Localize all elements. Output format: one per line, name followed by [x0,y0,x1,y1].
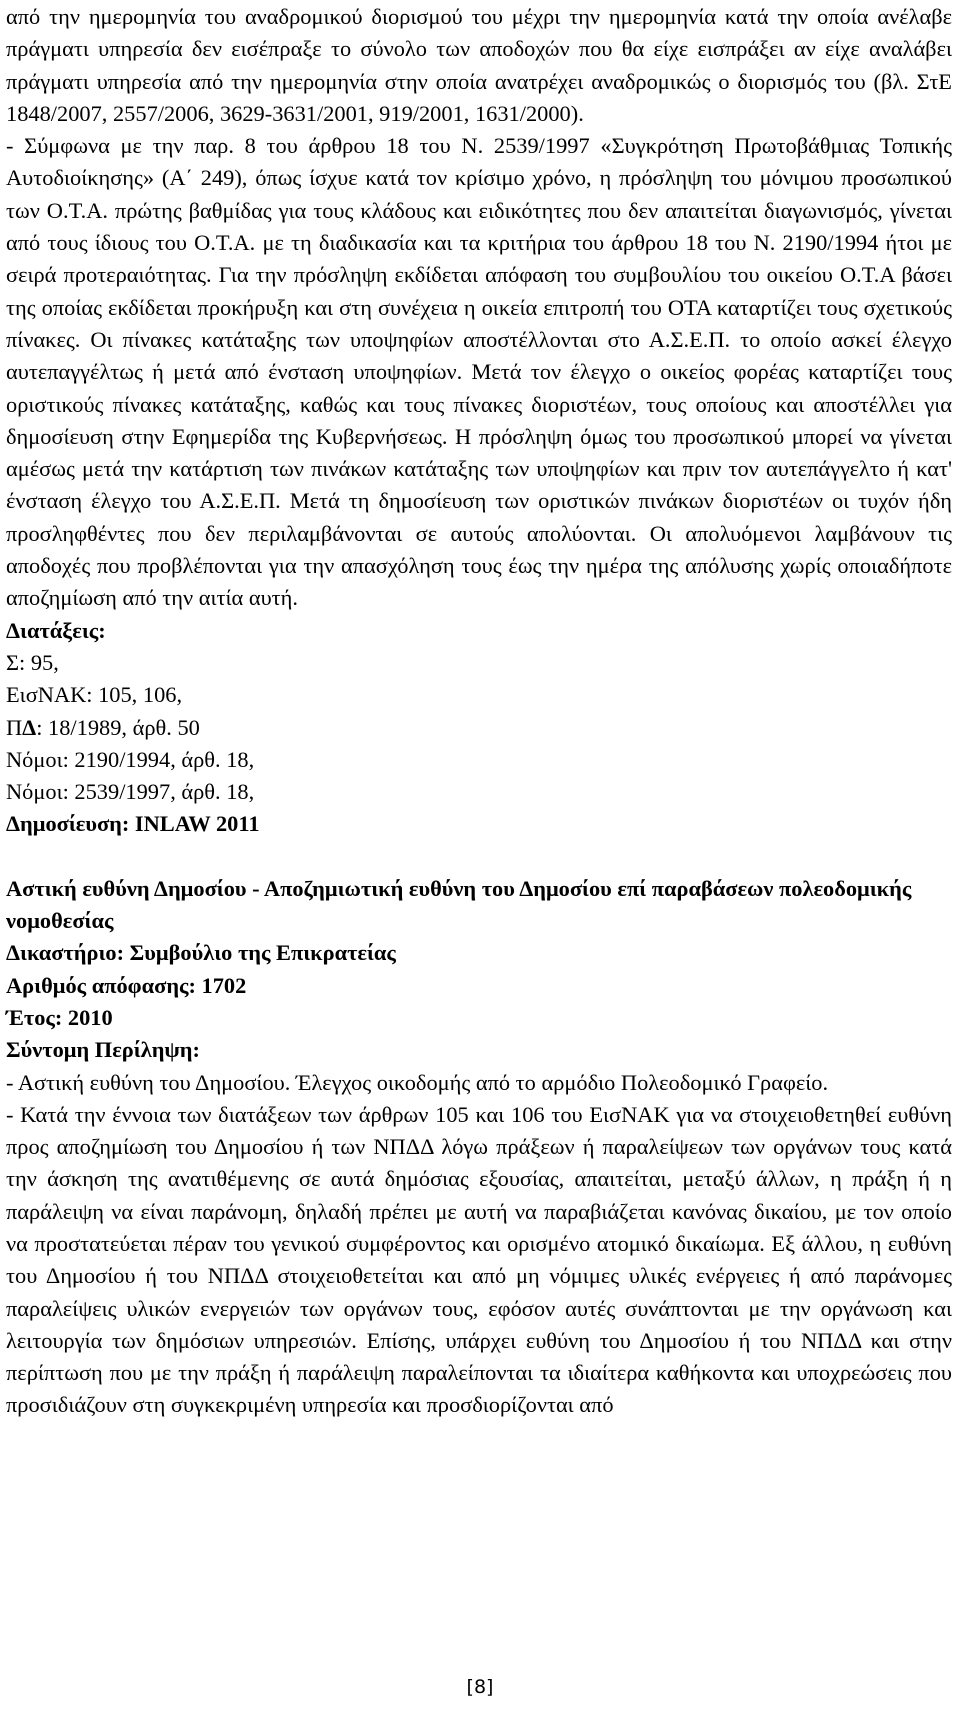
provision-item: Νόμοι: 2539/1997, άρθ. 18, [6,779,255,805]
paragraph-hiring-procedure: - Σύμφωνα με την παρ. 8 του άρθρου 18 του Ν. 2539/1997 «Συγκρότηση Πρωτοβάθμιας Τοπικής Αυτοδιοίκησης» (Α΄ 249), όπως ίσχυε κατά τον κρίσιμο χρόνο, η πρόσληψη του μόνιμου προσωπικού των Ο.Τ.Α. πρώτης βαθμίδας για τους κλάδους και ειδικότητες που δεν απαιτείται διαγωνισμός, γίνεται από τους ίδιους του Ο.Τ.Α. με τη διαδικασία και τα κριτήρια του άρθρου 18 του Ν. 2190/1994 ήτοι με σειρά προτεραιότητας. Για την πρόσληψη εκδίδεται απόφαση του συμβουλίου του οικείου Ο.Τ.Α βάσει της οποίας εκδίδεται προκήρυξη και στη συνέχεια η οικεία επιτροπή του ΟΤΑ καταρτίζει τους σχετικούς πίνακες. Οι πίνακες κατάταξης των υποψηφίων αποστέλλονται στο Α.Σ.Ε.Π. το οποίο ασκεί έλεγχο αυτεπαγγέλτως ή μετά από ένσταση υποψηφίων. Μετά τον έλεγχο ο οικείος φορέας καταρτίζει τους οριστικούς πίνακες κατάταξης, καθώς και τους πίνακες διοριστέων, τους οποίους και αποστέλλει για δημοσίευση στην Εφημερίδα της Κυβερνήσεως. Η πρόσληψη όμως του προσωπικού μπορεί να γίνεται αμέσως μετά την κατάρτιση των πινάκων κατάταξης των υποψηφίων και πριν τον αυτεπάγγελτο ή κατ' ένσταση έλεγχο του Α.Σ.Ε.Π. Μετά τη δημοσίευση των οριστικών πινάκων διοριστέων οι τυχόν ήδη προσληφθέντες που δεν περιλαμβάνονται σε αυτούς απολύονται. Οι απολυόμενοι λαμβάνουν τις αποδοχές που προβλέπονται για την απασχόληση τους έως την ημέρα της απόλυσης χωρίς οποιαδήποτε αποζημίωση από την αιτία αυτή. [6,133,952,611]
paragraph-retroactive-appointment: από την ημερομηνία του αναδρομικού διορισμού του μέχρι την ημερομηνία κατά την οποία ανέλαβε πράγματι υπηρεσία δεν εισέπραξε το σύνολο των αποδοχών που θα είχε εισπράξει αν είχε αναλάβει πράγματι υπηρεσία από την ημερομηνία στην οποία ανατρέχει αναδρομικώς ο διορισμός του (βλ. ΣτΕ 1848/2007, 2557/2006, 3629-3631/2001, 919/2001, 1631/2000). [6,4,952,126]
publication-label: Δημοσίευση: INLAW 2011 [6,811,260,837]
summary-paragraph-2: - Κατά την έννοια των διατάξεων των άρθρων 105 και 106 του ΕισΝΑΚ για να στοιχειοθετηθεί ευθύνη προς αποζημίωση του Δημοσίου ή των ΝΠΔΔ λόγω πράξεων ή παραλείψεων των οργάνων τους κατά την άσκηση της ανατιθέμενης σε αυτά δημόσιας εξουσίας, απαιτείται, μεταξύ άλλων, η πράξη ή η παράλειψη να είναι παράνομη, δηλαδή πρέπει με αυτή να παραβιάζεται κανόνας δικαίου, με τον οποίο να προστατεύεται πέραν του γενικού συμφέροντος και ορισμένο ατομικό δικαίωμα. Εξ άλλου, η ευθύνη του Δημοσίου ή του ΝΠΔΔ στοιχειοθετείται και από μη νόμιμες υλικές ενέργειες ή από παράνομες παραλείψεις υλικών ενεργειών των οργάνων τους, εφόσον αυτές συνάπτονται με την οργάνωση και λειτουργία των δημόσιων υπηρεσιών. Επίσης, υπάρχει ευθύνη του Δημοσίου ή του ΝΠΔΔ και στην περίπτωση που με την πράξη ή παράλειψη παραλείπονται τα ιδιαίτερα καθήκοντα και υποχρεώσεις που προσιδιάζουν στη συγκεκριμένη υπηρεσία και προσδιορίζονται από [6,1101,952,1418]
provision-pd-prefix: Π [6,714,23,740]
provision-pd-bold: Δ [22,714,37,740]
provision-item: Νόμοι: 2190/1994, άρθ. 18, [6,746,255,772]
year-label: Έτος: 2010 [6,1004,113,1030]
decision-number-label: Αριθμός απόφασης: 1702 [6,972,247,998]
summary-label: Σύντομη Περίληψη: [6,1037,200,1063]
provision-item: ΕισΝΑΚ: 105, 106, [6,682,183,708]
section-spacer [6,841,952,873]
document-body [6,1,952,1422]
summary-paragraph-1: - Αστική ευθύνη του Δημοσίου. Έλεγχος οικοδομής από το αρμόδιο Πολεοδομικό Γραφείο. [6,1069,829,1095]
court-label: Δικαστήριο: Συμβούλιο της Επικρατείας [6,940,396,966]
provision-item: Σ: 95, [6,649,59,675]
provision-item-pd [6,712,952,744]
page-number: [8] [466,1676,494,1698]
provisions-label: Διατάξεις: [6,617,106,643]
provision-pd-rest: : 18/1989, άρθ. 50 [36,714,200,740]
case-title: Αστική ευθύνη Δημοσίου - Αποζημιωτική ευθύνη του Δημοσίου επί παραβάσεων πολεοδομικής νομοθεσίας [6,875,912,934]
